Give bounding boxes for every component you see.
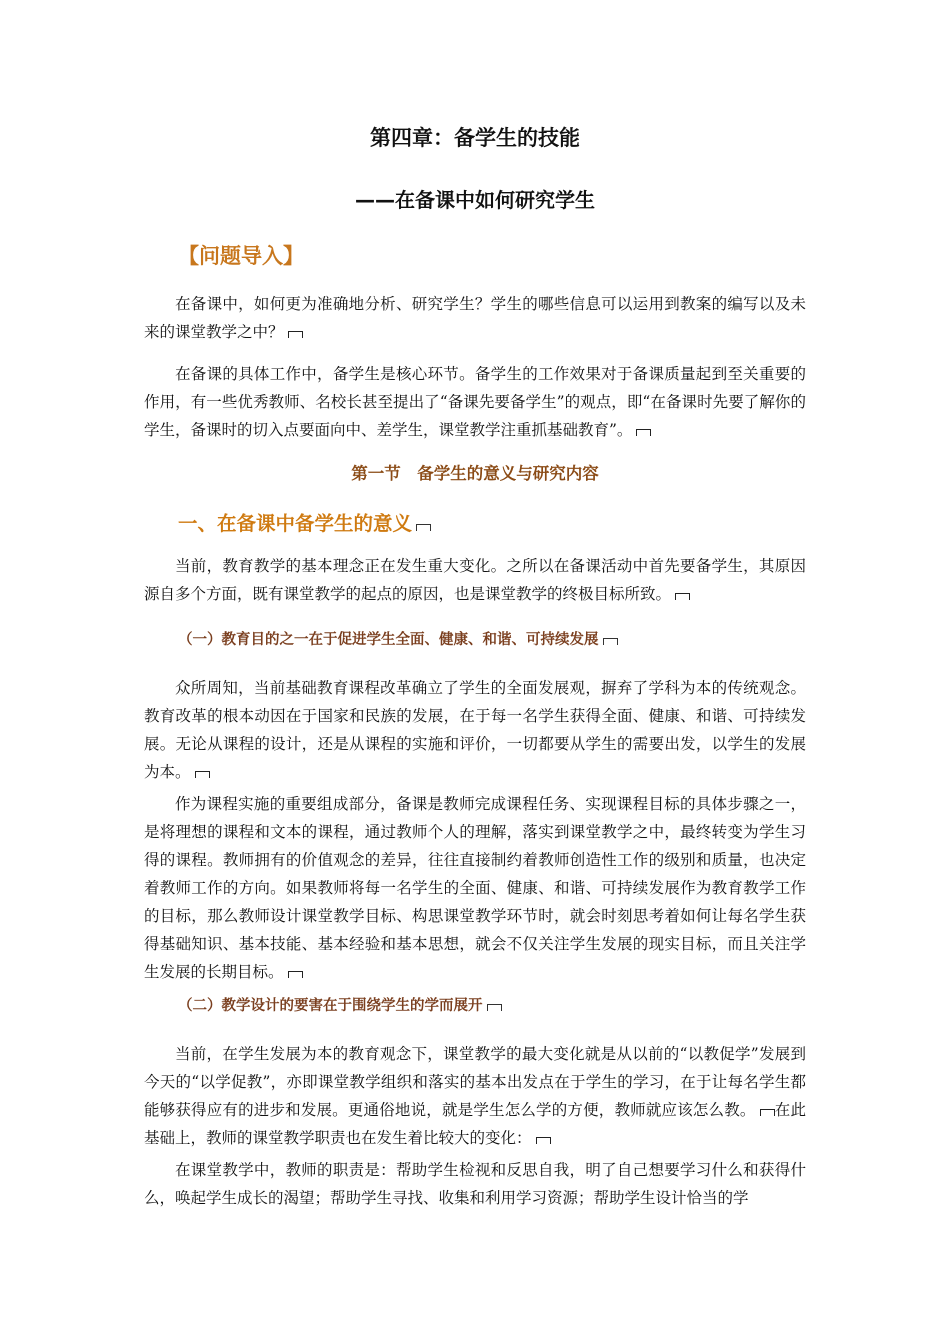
paragraph-mark-icon: [487, 1004, 502, 1011]
body-paragraph-1: [144, 552, 806, 608]
paragraph-mark-icon: [288, 971, 303, 978]
subheading-2: [178, 994, 502, 1015]
body-paragraph-1-text: 当前，教育教学的基本理念正在发生重大变化。之所以在备课活动中首先要备学生，其原因源自多个方面，既有课堂教学的起点的原因，也是课堂教学的终极目标所致。: [144, 557, 806, 603]
heading-1: [178, 508, 431, 536]
body-paragraph-3: [144, 790, 806, 986]
intro-heading: 【问题导入】: [178, 244, 304, 268]
paragraph-mark-icon: [288, 331, 303, 338]
subheading-1-text: （一）教育目的之一在于促进学生全面、健康、和谐、可持续发展: [178, 632, 599, 648]
body-paragraph-4b-text: 在此基础上，教师的课堂教学职责也在发生着比较大的变化：: [144, 1101, 806, 1147]
body-paragraph-5: [144, 1156, 806, 1212]
paragraph-mark-icon: [195, 771, 210, 778]
body-paragraph-2: [144, 674, 806, 786]
chapter-title: 第四章：备学生的技能: [370, 126, 580, 150]
paragraph-mark-icon: [603, 638, 618, 645]
body-paragraph-5-text: 在课堂教学中，教师的职责是：帮助学生检视和反思自我，明了自己想要学习什么和获得什么，唤起学生成长的渴望；帮助学生寻找、收集和利用学习资源；帮助学生设计恰当的学: [144, 1161, 806, 1207]
intro-paragraph-2-text: 在备课的具体工作中，备学生是核心环节。备学生的工作效果对于备课质量起到至关重要的作用，有一些优秀教师、名校长甚至提出了“备课先要备学生”的观点，即“在备课时先要了解你的学生，备课时的切入点要面向中、差学生，课堂教学注重抓基础教育”。: [144, 365, 806, 439]
intro-paragraph-1-text: 在备课中，如何更为准确地分析、研究学生？学生的哪些信息可以运用到教案的编写以及未来的课堂教学之中？: [144, 295, 806, 341]
body-paragraph-4a-text: 当前，在学生发展为本的教育观念下，课堂教学的最大变化就是从以前的“以教促学”发展到今天的“以学促教”，亦即课堂教学组织和落实的基本出发点在于学生的学习，在于让每名学生都能够获得应有的进步和发展。更通俗地说，就是学生怎么学的方便，教师就应该怎么教。: [144, 1045, 806, 1119]
paragraph-mark-icon: [416, 524, 431, 531]
body-paragraph-3-text: 作为课程实施的重要组成部分，备课是教师完成课程任务、实现课程目标的具体步骤之一，是将理想的课程和文本的课程，通过教师个人的理解，落实到课堂教学之中，最终转变为学生习得的课程。教师拥有的价值观念的差异，往往直接制约着教师创造性工作的级别和质量，也决定着教师工作的方向。如果教师将每一名学生的全面、健康、和谐、可持续发展作为教育教学工作的目标，那么教师设计课堂教学目标、构思课堂教学环节时，就会时刻思考着如何让每名学生获得基础知识、基本技能、基本经验和基本思想，就会不仅关注学生发展的现实目标，而且关注学生发展的长期目标。: [144, 795, 806, 981]
intro-paragraph-2: [144, 360, 806, 444]
section-title: 第一节 备学生的意义与研究内容: [351, 464, 599, 483]
subheading-2-text: （二）教学设计的要害在于围绕学生的学而展开: [178, 998, 483, 1014]
intro-paragraph-1: [144, 290, 806, 346]
body-paragraph-4: [144, 1040, 806, 1152]
paragraph-mark-icon: [636, 429, 651, 436]
subheading-1: [178, 628, 618, 649]
body-paragraph-2-text: 众所周知，当前基础教育课程改革确立了学生的全面发展观，摒弃了学科为本的传统观念。教育改革的根本动因在于国家和民族的发展，在于每一名学生获得全面、健康、和谐、可持续发展。无论从课程的设计，还是从课程的实施和评价，一切都要从学生的需要出发，以学生的发展为本。: [144, 679, 806, 781]
heading-1-text: 一、在备课中备学生的意义: [178, 512, 413, 535]
paragraph-mark-icon: [760, 1109, 775, 1116]
paragraph-mark-icon: [536, 1137, 551, 1144]
chapter-subtitle: ——在备课中如何研究学生: [355, 188, 595, 212]
paragraph-mark-icon: [675, 593, 690, 600]
